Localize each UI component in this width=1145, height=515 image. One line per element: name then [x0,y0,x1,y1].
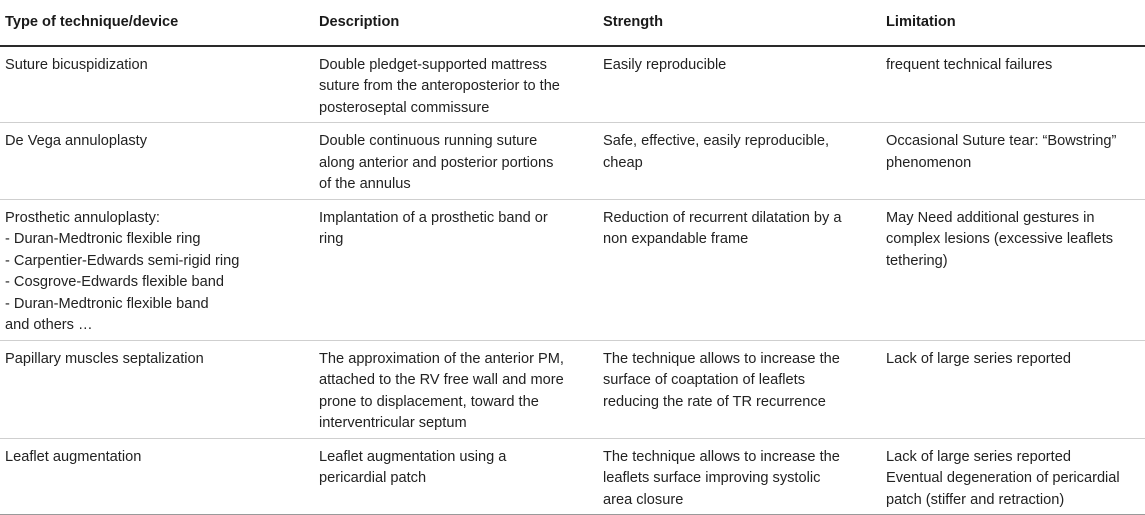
limitation-line: phenomenon [886,154,972,171]
type-line: De Vega annuloplasty [5,133,147,149]
type-line: - Carpentier-Edwards semi-rigid ring [5,252,240,269]
cell-description [314,438,598,515]
type-line: - Duran-Medtronic flexible band [5,295,209,312]
type-line: Prosthetic annuloplasty: [5,209,160,226]
header-strength: Strength [598,0,881,46]
table-body [0,46,1145,515]
limitation-line: May Need additional gestures in [886,209,1095,226]
description-line: Double pledget-supported mattress [319,56,547,73]
table-row [0,438,1145,515]
cell-description [314,123,598,200]
cell-limitation [881,123,1145,200]
description-line: posteroseptal commissure [319,99,490,116]
strength-line: Easily reproducible [603,56,727,73]
cell-type [0,438,314,515]
strength-line: leaflets surface improving systolic [603,470,821,486]
strength-line: cheap [603,154,643,171]
strength-line: reducing the rate of TR recurrence [603,393,826,410]
strength-line: The technique allows to increase the [603,350,840,367]
description-line: ring [319,231,344,247]
strength-line: non expandable frame [603,231,749,247]
cell-type [0,46,314,123]
description-line: Implantation of a prosthetic band or [319,209,548,226]
cell-limitation [881,46,1145,123]
strength-line: area closure [603,491,684,508]
limitation-line: frequent technical failures [886,56,1053,73]
cell-strength [598,340,881,438]
strength-line: surface of coaptation of leaflets [603,372,806,388]
description-line: suture from the anteroposterior to the [319,78,560,94]
cell-strength [598,46,881,123]
cell-description [314,46,598,123]
cell-type [0,340,314,438]
table-row [0,340,1145,438]
header-description: Description [314,0,598,46]
header-type: Type of technique/device [0,0,314,46]
limitation-line: Lack of large series reported [886,448,1071,465]
description-line: along anterior and posterior portions [319,154,554,171]
strength-line: Safe, effective, easily reproducible, [603,133,830,149]
strength-line: The technique allows to increase the [603,448,840,465]
description-line: pericardial patch [319,470,427,486]
strength-line: Reduction of recurrent dilatation by a [603,209,842,226]
type-line: Papillary muscles septalization [5,350,204,367]
cell-description [314,340,598,438]
header-limitation: Limitation [881,0,1145,46]
description-line: attached to the RV free wall and more [319,372,564,388]
type-line: - Duran-Medtronic flexible ring [5,231,201,247]
table-row [0,46,1145,123]
cell-strength [598,438,881,515]
description-line: of the annulus [319,176,411,192]
cell-type [0,123,314,200]
description-line: Double continuous running suture [319,133,538,149]
description-line: The approximation of the anterior PM, [319,350,564,367]
limitation-line: Lack of large series reported [886,350,1071,367]
description-line: interventricular septum [319,415,467,431]
table-row [0,123,1145,200]
cell-strength [598,123,881,200]
limitation-line: patch (stiffer and retraction) [886,491,1065,508]
type-line: Suture bicuspidization [5,56,148,73]
type-line: Leaflet augmentation [5,448,142,465]
cell-type [0,199,314,340]
cell-description [314,199,598,340]
cell-strength [598,199,881,340]
type-line: - Cosgrove-Edwards flexible band [5,274,225,290]
cell-limitation [881,438,1145,515]
description-line: Leaflet augmentation using a [319,448,507,465]
cell-limitation [881,199,1145,340]
table-row [0,199,1145,340]
limitation-line: tethering) [886,252,948,269]
limitation-line: Eventual degeneration of pericardial [886,470,1120,486]
limitation-line: Occasional Suture tear: “Bowstring” [886,133,1117,149]
limitation-line: complex lesions (excessive leaflets [886,231,1114,247]
header-row [0,0,1145,46]
cell-limitation [881,340,1145,438]
type-line: and others … [5,317,93,333]
description-line: prone to displacement, toward the [319,393,539,410]
